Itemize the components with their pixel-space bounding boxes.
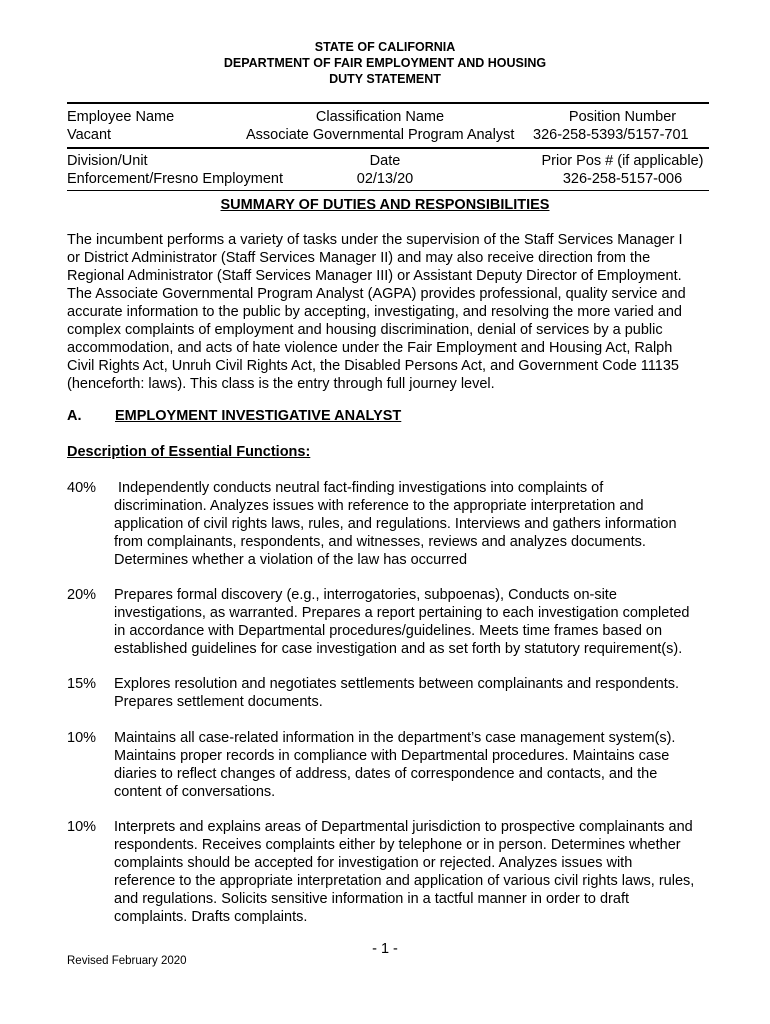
header-state: STATE OF CALIFORNIA [314, 40, 456, 54]
description-heading: Description of Essential Functions: [67, 444, 311, 460]
duty-line: Prepares settlement documents. [114, 694, 323, 710]
revision-footer: Revised February 2020 [67, 955, 187, 967]
date-label: Date [369, 153, 401, 169]
page-number: - 1 - [372, 941, 398, 957]
division-unit-value: Enforcement/Fresno Employment [67, 171, 283, 187]
duty-text [114, 729, 729, 801]
duty-line: investigations, as warranted. Prepares a report pertaining to each investigation completed [114, 605, 690, 621]
division-unit-label: Division/Unit [67, 153, 148, 169]
date-value: 02/13/20 [356, 171, 414, 187]
intro-line: or District Administrator (Staff Services Manager II) and may also receive direction from the [67, 250, 651, 266]
table-bottom-rule [67, 190, 709, 191]
table-top-rule [67, 102, 709, 104]
duty-line: respondents. Receives complaints either by telephone or in person. Determines whether [114, 837, 681, 853]
duty-line: content of conversations. [114, 784, 276, 800]
prior-position-label: Prior Pos # (if applicable) [541, 153, 704, 169]
intro-line: accommodation, and acts of hate violence under the Fair Employment and Housing Act, Ralph [67, 340, 673, 356]
intro-line: (henceforth: laws). This class is the entry through full journey level. [67, 376, 495, 392]
employee-name-value: Vacant [67, 127, 112, 143]
duty-line: application of civil rights laws, rules, and regulations. Interviews and gathers information [114, 516, 677, 532]
summary-heading: SUMMARY OF DUTIES AND RESPONSIBILITIES [220, 197, 550, 213]
duty-line: Interprets and explains areas of Departmental jurisdiction to prospective complainants and [114, 819, 693, 835]
duty-percent: 40% [67, 480, 97, 496]
intro-line: Civil Rights Act, Unruh Civil Rights Act, the Disabled Persons Act, and Government Code 11135 [67, 358, 679, 374]
duty-percent: 10% [67, 730, 97, 746]
classification-label: Classification Name [315, 109, 445, 125]
duty-percent: 20% [67, 587, 97, 603]
duty-line: Explores resolution and negotiates settlements between complainants and respondents. [114, 676, 680, 692]
duty-line: diaries to reflect changes of address, dates of correspondence and contacts, and the [114, 766, 658, 782]
duty-text [114, 479, 729, 569]
duty-line: and regulations. Solicits sensitive information in a tactful manner in order to draft [114, 891, 630, 907]
duty-line: complaints. Drafts complaints. [114, 909, 308, 925]
duty-text [114, 586, 729, 658]
duty-line: Maintains proper records in compliance with Departmental procedures. Maintains case [114, 748, 670, 764]
duty-text [114, 675, 729, 711]
employee-name-label: Employee Name [67, 109, 175, 125]
duty-line: from complainants, respondents, and witnesses, reviews and analyzes documents. [114, 534, 646, 550]
classification-value: Associate Governmental Program Analyst [246, 127, 515, 143]
prior-position-value: 326-258-5157-006 [562, 171, 683, 187]
position-number-label: Position Number [568, 109, 677, 125]
intro-line: complex complaints of employment and housing discrimination, denial of services by a public [67, 322, 663, 338]
duty-line: Maintains all case-related information in the department’s case management system(s). [114, 730, 676, 746]
duty-line: Independently conducts neutral fact-finding investigations into complaints of [114, 480, 604, 496]
duty-percent: 10% [67, 819, 97, 835]
duty-line: complaints should be accepted for investigation or rejected. Analyzes issues with [114, 855, 633, 871]
intro-line: accurate information to the public by accepting, investigating, and resolving the more varied and [67, 304, 682, 320]
intro-line: Regional Administrator (Staff Services Manager III) or Assistant Deputy Director of Employment. [67, 268, 682, 284]
duty-line: in accordance with Departmental procedures/guidelines. Meets time frames based on [114, 623, 663, 639]
duty-line: Determines whether a violation of the law has occurred [114, 552, 468, 568]
duty-line: reference to the appropriate interpretation and application of various civil rights laws, rules, [114, 873, 695, 889]
header-department: DEPARTMENT OF FAIR EMPLOYMENT AND HOUSING [223, 56, 547, 70]
duty-line: Prepares formal discovery (e.g., interrogatories, subpoenas), Conducts on-site [114, 587, 617, 603]
duty-line: established guidelines for case investigation and as set forth by statutory requirement(s). [114, 641, 683, 657]
intro-paragraph [67, 231, 727, 393]
duty-line: discrimination. Analyzes issues with reference to the appropriate interpretation and [114, 498, 644, 514]
position-number-value: 326-258-5393/5157-701 [533, 127, 689, 143]
intro-line: The Associate Governmental Program Analyst (AGPA) provides professional, quality service and [67, 286, 686, 302]
table-middle-rule [67, 147, 709, 149]
section-title: EMPLOYMENT INVESTIGATIVE ANALYST [115, 408, 402, 424]
section-letter: A. [67, 408, 82, 424]
intro-line: The incumbent performs a variety of tasks under the supervision of the Staff Services Manager I [67, 232, 683, 248]
duty-percent: 15% [67, 676, 97, 692]
duty-text [114, 818, 729, 926]
header-document-title: DUTY STATEMENT [329, 72, 441, 86]
